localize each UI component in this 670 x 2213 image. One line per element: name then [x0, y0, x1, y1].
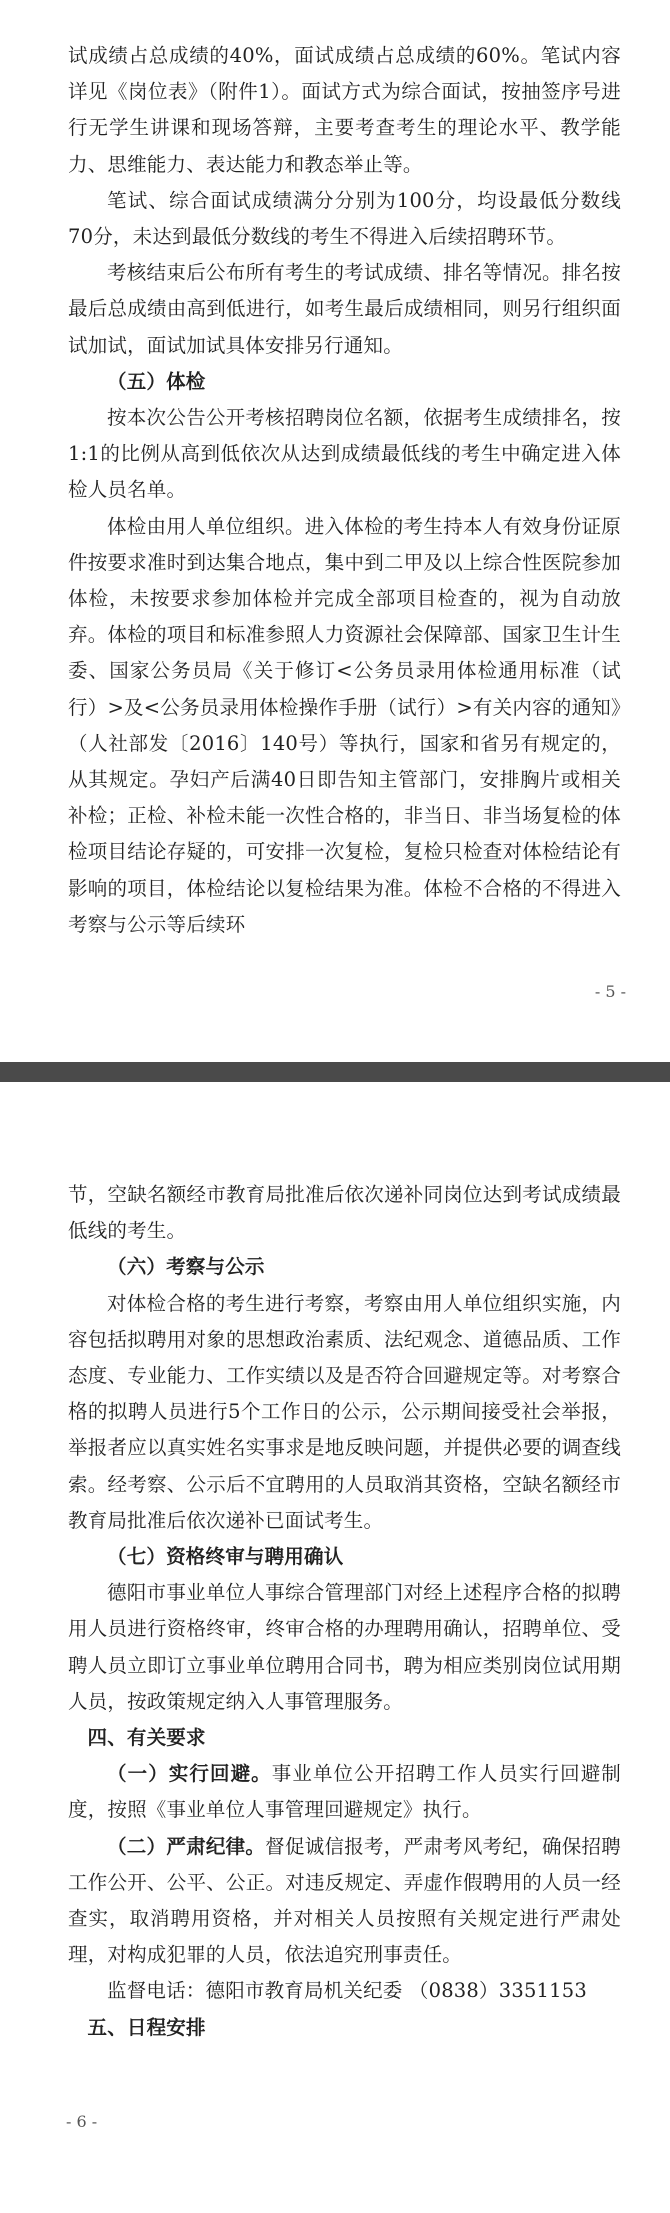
requirement-paragraph [68, 1829, 621, 1974]
body-paragraph: 考核结束后公布所有考生的考试成绩、排名等情况。排名按最后总成绩由高到低进行，如考生最后成绩相同，则另行组织面试加试，面试加试具体安排另行通知。 [68, 261, 621, 357]
section-heading-inspection: （六）考察与公示 [107, 1255, 265, 1279]
requirement-paragraph [68, 1756, 621, 1828]
requirement-text: 事业单位公开招聘工作人员实行回避制度，按照《事业单位人事管理回避规定》执行。 [68, 1762, 621, 1822]
page-number: - 6 - [66, 2112, 98, 2131]
body-paragraph: 体检由用人单位组织。进入体检的考生持本人有效身份证原件按要求准时到达集合地点，集中到二甲及以上综合性医院参加体检，未按要求参加体检并完成全部项目检查的，视为自动放弃。体检的项目和标准参照人力资源社会保障部、国家卫生计生委、国家公务员局《关于修订<公务员录用体检通用标准（试行）>及<公务员录用体检操作手册（试行）>有关内容的通知》（人社部发〔2016〕140号）等执行，国家和省另有规定的，从其规定。孕妇产后满40日即告知主管部门，安排胸片或相关补检；正检、补检未能一次性合格的，非当日、非当场复检的体检项目结论存疑的，可安排一次复检，复检只检查对体检结论有影响的项目，体检结论以复检结果为准。体检不合格的不得进入考察与公示等后续环 [68, 514, 621, 936]
body-paragraph: 节，空缺名额经市教育局批准后依次递补同岗位达到考试成绩最低线的考生。 [68, 1183, 621, 1243]
body-paragraph: 试成绩占总成绩的40%，面试成绩占总成绩的60%。笔试内容详见《岗位表》（附件1）。面试方式为综合面试，按抽签序号进行无学生讲课和现场答辩，主要考查考生的理论水平、教学能力、思维能力、表达能力和教态举止等。 [68, 44, 621, 176]
page-separator [0, 1062, 670, 1082]
body-paragraph: 笔试、综合面试成绩满分分别为100分，均设最低分数线70分，未达到最低分数线的考生不得进入后续招聘环节。 [68, 188, 621, 249]
document-page-6 [0, 1082, 670, 2213]
page-number: - 5 - [594, 982, 626, 1001]
section-heading-final-review: （七）资格终审与聘用确认 [107, 1545, 344, 1569]
supervision-hotline: 监督电话：德阳市教育局机关纪委 （0838）3351153 [107, 1979, 587, 2003]
document-page-5 [0, 0, 670, 1062]
body-paragraph: 对体检合格的考生进行考察，考察由用人单位组织实施，内容包括拟聘用对象的思想政治素质、法纪观念、道德品质、工作态度、专业能力、工作实绩以及是否符合回避规定等。对考察合格的拟聘人员进行5个工作日的公示，公示期间接受社会举报，举报者应以真实姓名实事求是地反映问题，并提供必要的调查线索。经考察、公示后不宜聘用的人员取消其资格，空缺名额经市教育局批准后依次递补已面试考生。 [68, 1291, 621, 1532]
requirement-title: （一）实行回避。 [107, 1762, 272, 1786]
chapter-heading-requirements: 四、有关要求 [87, 1726, 206, 1750]
requirement-text: 督促诚信报考，严肃考风考纪，确保招聘工作公开、公平、公正。对违反规定、弄虚作假聘用的人员一经查实，取消聘用资格，并对相关人员按照有关规定进行严肃处理，对构成犯罪的人员，依法追究刑事责任。 [68, 1834, 621, 1967]
body-paragraph: 德阳市事业单位人事综合管理部门对经上述程序合格的拟聘用人员进行资格终审，终审合格的办理聘用确认，招聘单位、受聘人员立即订立事业单位聘用合同书，聘为相应类别岗位试用期人员，按政策规定纳入人事管理服务。 [68, 1581, 621, 1713]
chapter-heading-schedule: 五、日程安排 [87, 2015, 206, 2039]
requirement-title: （二）严肃纪律。 [107, 1834, 266, 1858]
body-paragraph: 按本次公告公开考核招聘岗位名额，依据考生成绩排名，按1:1的比例从高到低依次从达到成绩最低线的考生中确定进入体检人员名单。 [68, 406, 621, 502]
section-heading-physical-exam: （五）体检 [107, 369, 206, 393]
